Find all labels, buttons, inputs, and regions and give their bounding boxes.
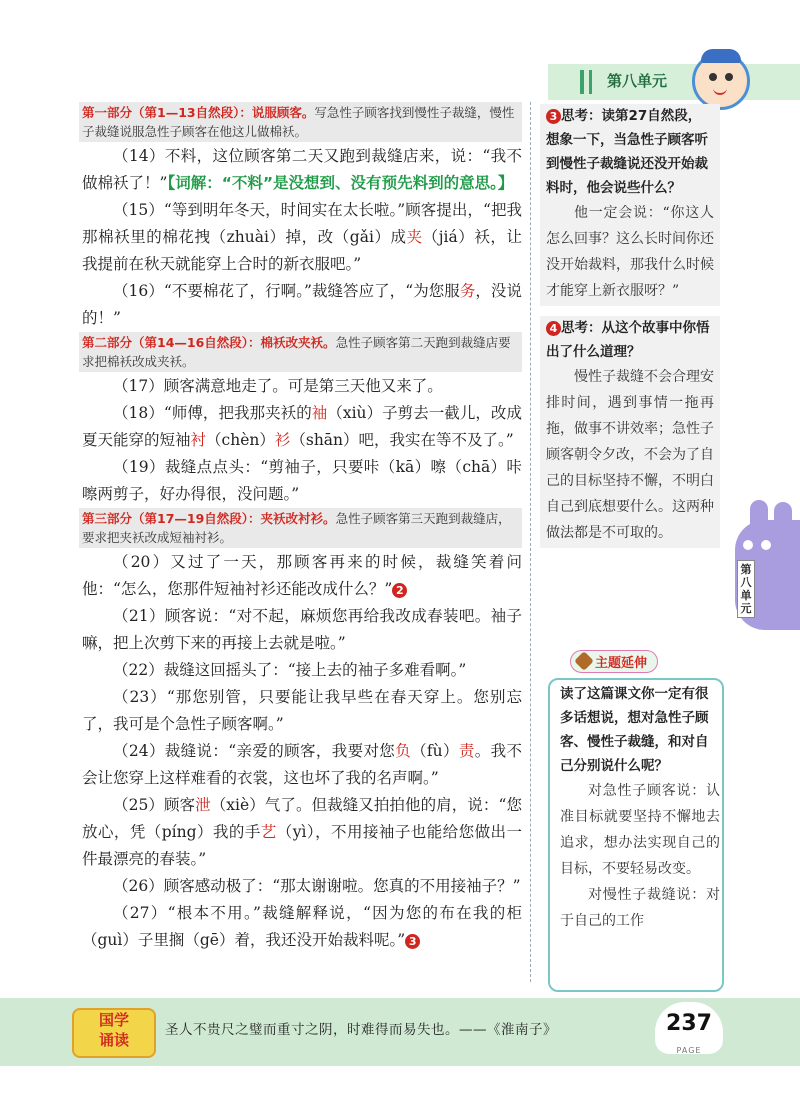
paragraph-23: （23）“那您别管，只要能让我早些在春天穿上。您别忘了，我可是个急性子顾客啊。” bbox=[82, 688, 522, 733]
column-divider bbox=[530, 102, 531, 982]
paragraph-24: （24）裁缝说：“亲爱的顾客，我要对您负（fù）责。我不会让您穿上这样难看的衣裳，这也坏了我的名声啊。” bbox=[82, 742, 522, 787]
unit-title: 第八单元 bbox=[607, 72, 668, 90]
page-number: 237 bbox=[666, 1011, 712, 1036]
paragraph-15: （15）“等到明年冬天，时间实在太长啦。”顾客提出，“把我那棉袄里的棉花拽（zhuài）掉，改（gǎi）成夹（jiá）袄，让我提前在秋天就能穿上合时的新衣服吧。” bbox=[82, 201, 522, 273]
guoxue-badge: 国学 诵读 bbox=[72, 1008, 156, 1058]
side-notes bbox=[540, 104, 720, 548]
page-number-badge bbox=[655, 1002, 723, 1054]
paragraph-18: （18）“师傅，把我那夹袄的袖（xiù）子剪去一截儿，改成夏天能穿的短袖衬（chèn）衫（shān）吧，我实在等不及了。” bbox=[82, 404, 522, 449]
paragraph-25: （25）顾客泄（xiè）气了。但裁缝又拍拍他的肩，说：“您放心，凭（píng）我的手艺（yì），不用接袖子也能给您做出一件最漂亮的春装。” bbox=[82, 796, 522, 868]
main-text bbox=[82, 102, 522, 954]
think-note-4: 4 思考：从这个故事中你悟出了什么道理？ 慢性子裁缝不会合理安排时间，遇到事情一拖再拖，做事不讲效率；急性子顾客朝令夕改，不会为了自己的目标坚持不懈，不明白自己到底想要什么。这两种做法都是不可取的。 bbox=[540, 316, 720, 548]
paragraph-17: （17）顾客满意地走了。可是第三天他又来了。 bbox=[113, 377, 443, 395]
header-bar-icon-2 bbox=[589, 70, 592, 94]
paragraph-22: （22）裁缝这回摇头了：“接上去的袖子多难看啊。” bbox=[113, 661, 467, 679]
header-bar-icon bbox=[580, 70, 584, 94]
theme-extension-title: 主题延伸 bbox=[570, 650, 658, 673]
paragraph-27: （27）“根本不用。”裁缝解释说，“因为您的布在我的柜（guì）子里搁（gē）着，我还没开始裁料呢。” 3 bbox=[82, 904, 522, 949]
footer-quote: 圣人不贵尺之璧而重寸之阴，时难得而易失也。——《淮南子》 bbox=[165, 1022, 557, 1038]
paragraph-26: （26）顾客感动极了：“那太谢谢啦。您真的不用接袖子？” bbox=[113, 877, 521, 895]
theme-extension-text: 读了这篇课文你一定有很多话想说，想对急性子顾客、慢性子裁缝，和对自己分别说什么呢？ 对急性子顾客说：认准目标就要坚持不懈地去追求，想办法实现自己的目标，不要轻易改变。 对慢性子裁缝说：对于自己的工作 bbox=[560, 686, 720, 929]
paragraph-21: （21）顾客说：“对不起，麻烦您再给我改成春装吧。袖子嘛，把上次剪下来的再接上去就是啦。” bbox=[82, 607, 522, 652]
chapter-tab-label: 第八单元 bbox=[737, 560, 755, 618]
section-summary-1: 第一部分（第1—13自然段）：说服顾客。写急性子顾客找到慢性子裁缝，慢性子裁缝说服急性子顾客在他这儿做棉袄。 bbox=[79, 102, 522, 142]
section-summary-3: 第三部分（第17—19自然段）：夹袄改衬衫。急性子顾客第三天跑到裁缝店，要求把夹袄改成短袖衬衫。 bbox=[79, 508, 522, 548]
note-badge-3: 3 bbox=[546, 109, 561, 124]
note-badge-4: 4 bbox=[546, 321, 561, 336]
paragraph-16: （16）“不要棉花了，行啊。”裁缝答应了，“为您服务，没说的！” bbox=[82, 282, 522, 327]
pencil-icon bbox=[574, 651, 594, 671]
section-summary-2: 第二部分（第14—16自然段）：棉袄改夹袄。急性子顾客第二天跑到裁缝店要求把棉袄改成夹袄。 bbox=[79, 332, 522, 372]
paragraph-19: （19）裁缝点点头：“剪袖子，只要咔（kā）嚓（chā）咔嚓两剪子，好办得很，没问题。” bbox=[82, 458, 522, 503]
mascot-icon bbox=[692, 52, 750, 110]
page-label: PAGE bbox=[676, 1046, 702, 1055]
paragraph-20: （20）又过了一天，那顾客再来的时候，裁缝笑着问他：“怎么，您那件短袖衬衫还能改成什么？” 2 bbox=[82, 553, 522, 598]
note-marker-3: 3 bbox=[405, 934, 420, 949]
header-band bbox=[548, 64, 800, 100]
paragraph-14: （14）不料，这位顾客第二天又跑到裁缝店来，说：“我不做棉袄了！”【词解：“不料”是没想到、没有预先料到的意思。】 bbox=[82, 147, 522, 192]
note-marker-2: 2 bbox=[392, 583, 407, 598]
think-note-3: 3 思考：读第27自然段，想象一下，当急性子顾客听到慢性子裁缝说还没开始裁料时，他会说些什么？ 他一定会说：“你这人怎么回事？这么长时间你还没开始裁料，那我什么时候才能穿上新衣服呀？” bbox=[540, 104, 720, 306]
word-gloss: 【词解：“不料”是没想到、没有预先料到的意思。】 bbox=[167, 174, 514, 192]
